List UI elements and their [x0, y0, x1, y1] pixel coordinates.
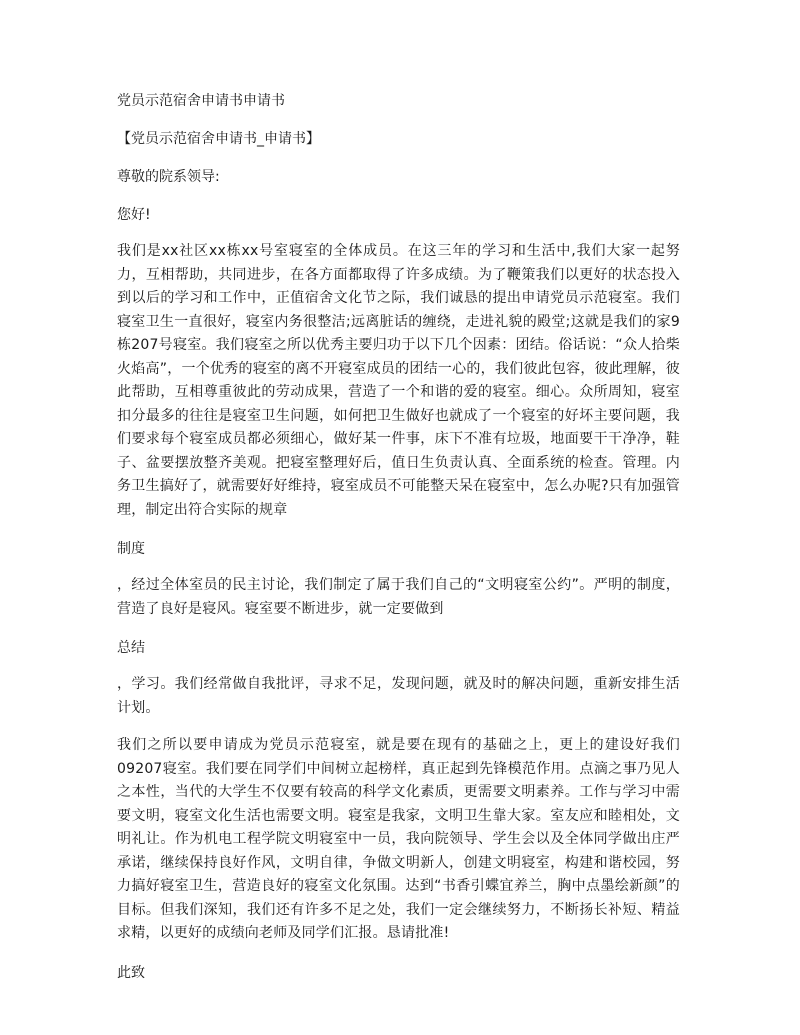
paragraph-commitment: 我们之所以要申请成为党员示范寝室，就是要在现有的基础之上，更上的建设好我们09207寝室。我们要在同学们中间树立起榜样，真正起到先锋模范作用。点滴之事乃见人之本性，当代的大学生不仅要有较高的科学文化素质，更需要文明素养。工作与学习中需要文明，寝室文化生活也需要文明。寝室是我家，文明卫生靠大家。室友应和睦相处，文明礼让。作为机电工程学院文明寝室中一员，我向院领导、学生会以及全体同学做出庄严承诺，继续保持良好作风，文明自律，争做文明新人，创建文明寝室，构建和谐校园，努力搞好寝室卫生，营造良好的寝室文化氛围。达到“书香引蝶宜养兰，胸中点墨绘新颜”的目标。但我们深知，我们还有许多不足之处，我们一定会继续努力，不断扬长补短、精益求精，以更好的成绩向老师及同学们汇报。恳请批准!: [117, 737, 680, 941]
document-title: 党员示范宿舍申请书申请书: [117, 93, 285, 109]
greeting: 您好!: [117, 207, 151, 223]
paragraph-summary: ，学习。我们经常做自我批评，寻求不足，发现问题，就及时的解决问题，重新安排生活计划。: [117, 676, 680, 716]
closing: 此致: [117, 964, 145, 981]
document-subtitle: 【党员示范宿舍申请书_申请书】: [117, 131, 320, 147]
heading-zongjie: 总结: [117, 640, 145, 656]
document-body: [117, 88, 680, 986]
salutation: 尊敬的院系领导:: [117, 169, 220, 185]
paragraph-intro: 我们是xx社区xx栋xx号室寝室的全体成员。在这三年的学习和生活中,我们大家一起努力，互相帮助，共同进步，在各方面都取得了许多成绩。为了鞭策我们以更好的状态投入到以后的学习和工作中，正值宿舍文化节之际，我们诚恳的提出申请党员示范寝室。我们寝室卫生一直很好，寝室内务很整洁;远离脏话的缠绕，走进礼貌的殿堂;这就是我们的家9栋207号寝室。我们寝室之所以优秀主要归功于以下几个因素：团结。俗话说：“众人拾柴火焰高”，一个优秀的寝室的离不开寝室成员的团结一心的，我们彼此包容，彼此理解，彼此帮助，互相尊重彼此的劳动成果，营造了一个和谐的爱的寝室。细心。众所周知，寝室扣分最多的往往是寝室卫生问题，如何把卫生做好也就成了一个寝室的好坏主要问题，我们要求每个寝室成员都必须细心，做好某一件事，床下不准有垃圾，地面要干干净净，鞋子、盆要摆放整齐美观。把寝室整理好后，值日生负责认真、全面系统的检查。管理。内务卫生搞好了，就需要好好维持，寝室成员不可能整天呆在寝室中，怎么办呢?只有加强管理，制定出符合实际的规章: [117, 243, 680, 518]
paragraph-rules: ，经过全体室员的民主讨论，我们制定了属于我们自己的“文明寝室公约”。严明的制度，营造了良好是寝风。寝室要不断进步，就一定要做到: [117, 577, 680, 617]
heading-zhidu: 制度: [117, 541, 145, 557]
